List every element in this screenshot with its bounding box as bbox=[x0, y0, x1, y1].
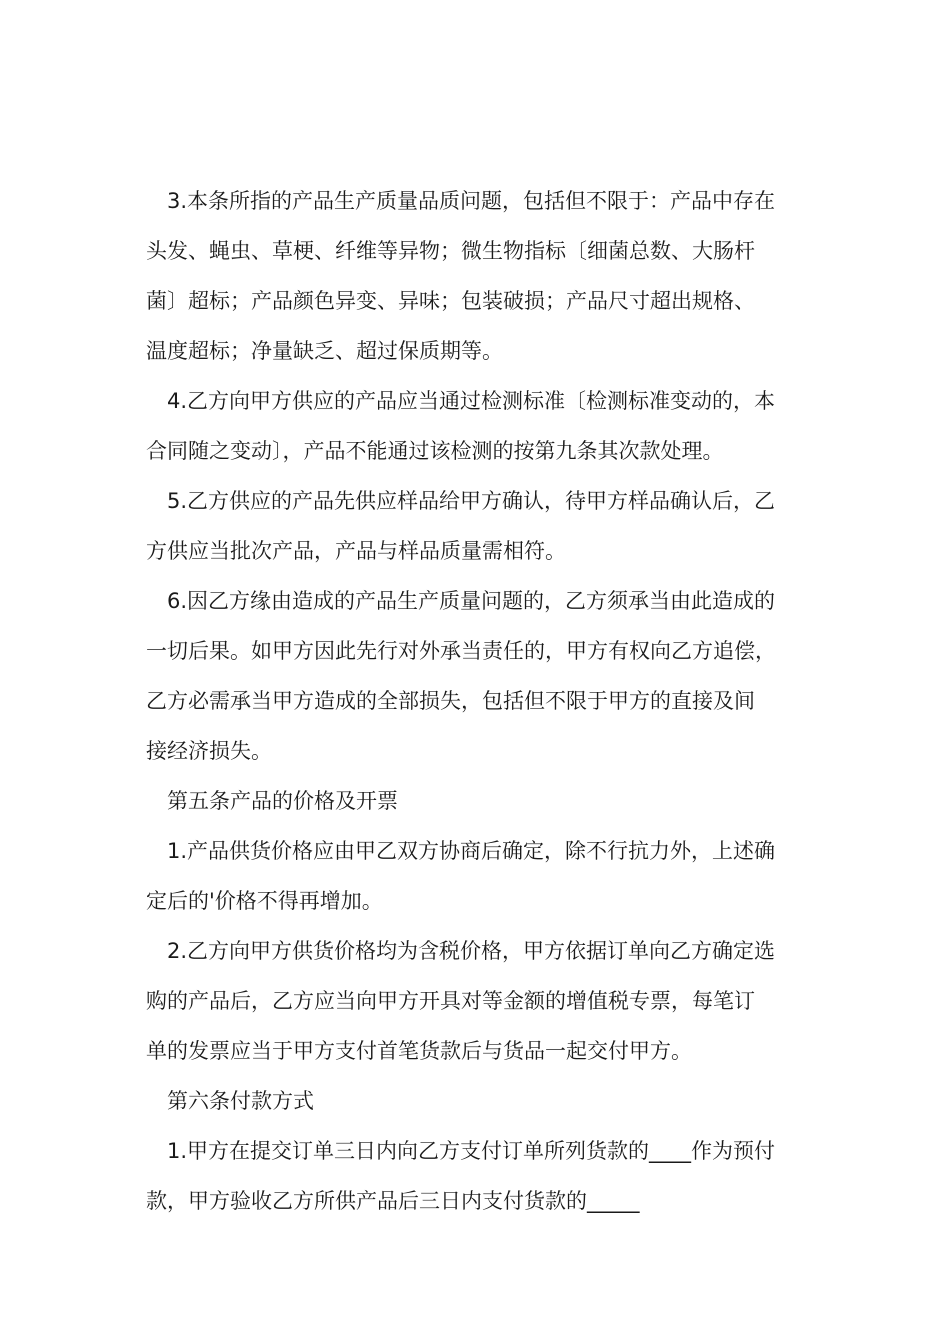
text-line: 款，甲方验收乙方所供产品后三日内支付货款的_____ bbox=[146, 1189, 640, 1213]
text-line: 接经济损失。 bbox=[146, 739, 272, 763]
paragraph-clause-4-4 bbox=[146, 376, 814, 476]
text-line: 头发、蝇虫、草梗、纤维等异物；微生物指标〔细菌总数、大肠杆 bbox=[146, 239, 755, 263]
text-line: 单的发票应当于甲方支付首笔货款后与货品一起交付甲方。 bbox=[146, 1039, 692, 1063]
text-line: 6.因乙方缘由造成的产品生产质量问题的，乙方须承当由此造成的 bbox=[167, 589, 776, 613]
text-line: 1.甲方在提交订单三日内向乙方支付订单所列货款的____作为预付 bbox=[167, 1139, 776, 1163]
paragraph-clause-4-3 bbox=[146, 176, 814, 376]
section-heading: 第五条产品的价格及开票 bbox=[167, 789, 398, 813]
text-line: 2.乙方向甲方供货价格均为含税价格，甲方依据订单向乙方确定选 bbox=[167, 939, 776, 963]
text-line: 3.本条所指的产品生产质量品质问题，包括但不限于：产品中存在 bbox=[167, 189, 776, 213]
text-line: 合同随之变动〕，产品不能通过该检测的按第九条其次款处理。 bbox=[146, 439, 724, 463]
text-line: 购的产品后，乙方应当向甲方开具对等金额的增值税专票，每笔订 bbox=[146, 989, 755, 1013]
text-line: 方供应当批次产品，产品与样品质量需相符。 bbox=[146, 539, 566, 563]
text-line: 菌〕超标；产品颜色异变、异味；包装破损；产品尺寸超出规格、 bbox=[146, 289, 755, 313]
paragraph-clause-5-1 bbox=[146, 826, 814, 926]
text-line: 一切后果。如甲方因此先行对外承当责任的，甲方有权向乙方追偿， bbox=[146, 639, 776, 663]
section-heading-article-5 bbox=[146, 776, 814, 826]
paragraph-clause-4-5 bbox=[146, 476, 814, 576]
paragraph-clause-5-2 bbox=[146, 926, 814, 1076]
text-line: 定后的'价格不得再增加。 bbox=[146, 889, 383, 913]
paragraph-clause-6-1 bbox=[146, 1126, 814, 1226]
text-line: 4.乙方向甲方供应的产品应当通过检测标准〔检测标准变动的，本 bbox=[167, 389, 776, 413]
document-body bbox=[146, 176, 814, 1226]
text-line: 1.产品供货价格应由甲乙双方协商后确定，除不行抗力外，上述确 bbox=[167, 839, 776, 863]
paragraph-clause-4-6 bbox=[146, 576, 814, 776]
text-line: 5.乙方供应的产品先供应样品给甲方确认，待甲方样品确认后，乙 bbox=[167, 489, 776, 513]
section-heading-article-6 bbox=[146, 1076, 814, 1126]
text-line: 温度超标；净量缺乏、超过保质期等。 bbox=[146, 339, 503, 363]
section-heading: 第六条付款方式 bbox=[167, 1089, 314, 1113]
text-line: 乙方必需承当甲方造成的全部损失，包括但不限于甲方的直接及间 bbox=[146, 689, 755, 713]
